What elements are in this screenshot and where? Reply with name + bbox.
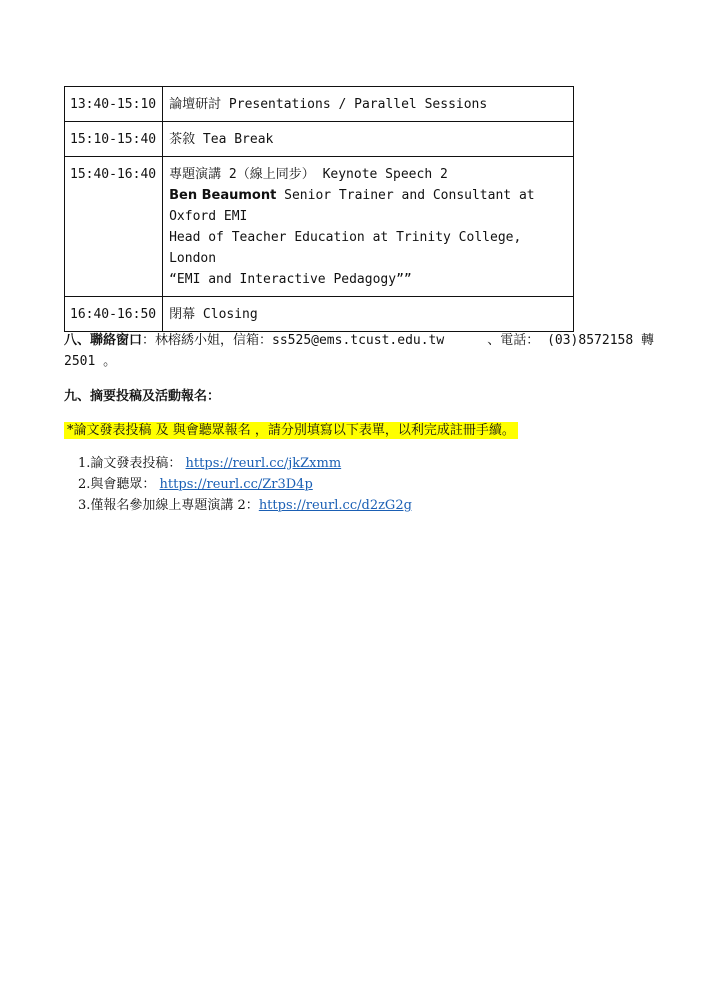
speaker-role: Senior Trainer and Consultant at Oxford EMI: [169, 188, 535, 224]
list-item: [64, 453, 654, 474]
registration-notice: *論文發表投稿 及 與會聽眾報名 ，請分別填寫以下表單，以利完成註冊手續。: [64, 422, 518, 439]
time-cell: 13:40-15:10: [65, 87, 163, 122]
registration-heading: 九、摘要投稿及活動報名：: [64, 389, 221, 404]
keynote-cell: [163, 157, 574, 297]
time-cell: 15:40-16:40: [65, 157, 163, 297]
audience-registration-link[interactable]: https://reurl.cc/Zr3D4p: [159, 477, 313, 492]
table-row: [65, 87, 574, 122]
keynote-topic: “EMI and Interactive Pedagogy””: [169, 272, 412, 287]
speaker-name: Ben Beaumont: [169, 188, 277, 203]
event-cell: 論壇研討 Presentations / Parallel Sessions: [163, 87, 574, 122]
contact-main: [64, 330, 444, 351]
contact-phone: 、電話： (03)8572158 轉: [487, 333, 654, 348]
list-item: [64, 474, 654, 495]
registration-links: [64, 453, 654, 516]
link-label: 3.僅報名參加線上專題演講 2：: [78, 498, 259, 513]
speaker-role-2: Head of Teacher Education at Trinity College, London: [169, 230, 522, 266]
notice-line: [64, 420, 654, 441]
event-cell: 閉幕 Closing: [163, 297, 574, 332]
schedule-table: [64, 86, 574, 332]
table-row: [65, 122, 574, 157]
contact-line: [64, 330, 654, 351]
contact-section: [64, 330, 654, 372]
list-item: [64, 495, 654, 516]
table-row: [65, 157, 574, 297]
table-row: [65, 297, 574, 332]
keynote-title: 專題演講 2（線上同步） Keynote Speech 2: [169, 167, 448, 182]
link-label: 2.與會聽眾：: [78, 477, 160, 492]
link-label: 1.論文發表投稿：: [78, 456, 186, 471]
event-cell: 茶敘 Tea Break: [163, 122, 574, 157]
keynote-speaker-line: [169, 185, 567, 227]
online-keynote-link[interactable]: https://reurl.cc/d2zG2g: [258, 498, 412, 513]
contact-text: ：林榕綉小姐，信箱：ss525@ems.tcust.edu.tw: [142, 333, 445, 348]
paper-submission-link[interactable]: https://reurl.cc/jkZxmm: [185, 456, 342, 471]
registration-section: [64, 386, 654, 516]
time-cell: 16:40-16:50: [65, 297, 163, 332]
time-cell: 15:10-15:40: [65, 122, 163, 157]
contact-heading: 八、聯絡窗口: [64, 333, 143, 348]
contact-extension: 2501 。: [64, 354, 117, 369]
